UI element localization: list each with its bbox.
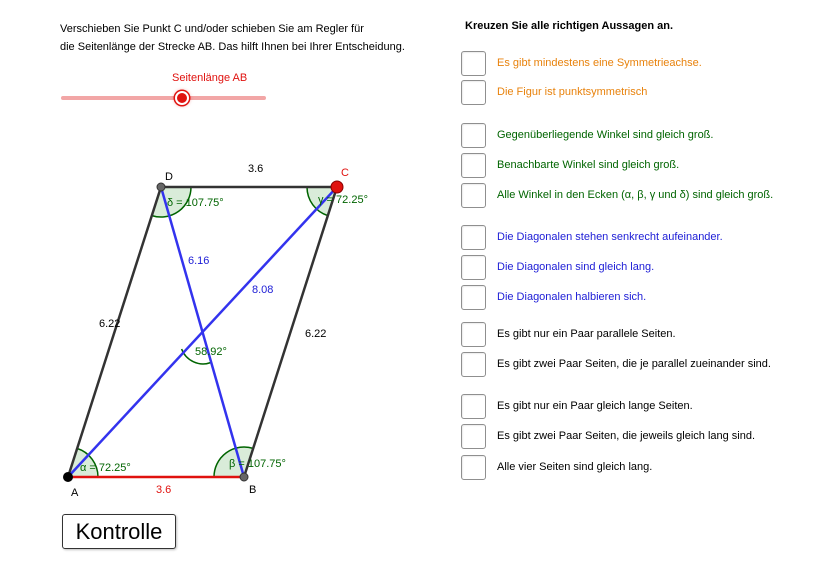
quiz-option [461,224,723,250]
diagonal-bd [161,187,244,477]
point-c[interactable] [331,181,343,193]
quiz-checkbox[interactable] [461,153,486,178]
quiz-option [461,454,652,480]
label-angle-beta: β = 107.75° [229,458,286,470]
quiz-checkbox[interactable] [461,255,486,280]
quiz-option-label: Benachbarte Winkel sind gleich groß. [497,159,680,171]
slider-label: Seitenlänge AB [172,72,248,84]
quiz-option-label: Es gibt zwei Paar Seiten, die jeweils gleich lang sind. [497,430,756,442]
quiz-checkbox[interactable] [461,424,486,449]
quiz-option-label: Die Figur ist punktsymmetrisch [497,86,648,98]
label-length-bd: 6.16 [188,255,210,267]
quiz-checkbox[interactable] [461,51,486,76]
quiz-option [461,351,771,377]
point-d [157,183,165,191]
quiz-checkbox[interactable] [461,183,486,208]
quiz-option-label: Es gibt nur ein Paar parallele Seiten. [497,328,676,340]
point-a [63,472,73,482]
label-length-ab: 3.6 [156,484,172,496]
point-b [240,473,248,481]
quiz-option [461,423,755,449]
quiz-checkbox[interactable] [461,322,486,347]
quiz-option [461,284,646,310]
quiz-checkbox[interactable] [461,394,486,419]
quiz-checkbox[interactable] [461,285,486,310]
quiz-option-label: Es gibt nur ein Paar gleich lange Seiten. [497,400,693,412]
quiz-option [461,50,702,76]
quiz-option [461,393,693,419]
label-length-bc: 6.22 [305,328,327,340]
label-angle-delta: δ = 107.75° [167,197,224,209]
quiz-option [461,122,713,148]
quiz-option-label: Die Diagonalen sind gleich lang. [497,261,655,273]
quiz-checkbox[interactable] [461,80,486,105]
quiz-checkbox[interactable] [461,455,486,480]
quiz-option [461,182,773,208]
kontrolle-button[interactable]: Kontrolle [62,514,176,549]
quiz-option [461,152,679,178]
label-length-ac: 8.08 [252,284,274,296]
label-length-ad: 6.22 [99,318,121,330]
quiz-option-label: Alle Winkel in den Ecken (α, β, γ und δ) sind gleich groß. [497,189,774,201]
quiz-option [461,254,654,280]
quiz-checkbox[interactable] [461,123,486,148]
quiz-option [461,321,676,347]
label-point-d: D [165,171,173,183]
quiz-option-label: Die Diagonalen stehen senkrecht aufeinander. [497,231,723,243]
quiz-checkbox[interactable] [461,225,486,250]
label-length-dc: 3.6 [248,163,264,175]
quiz-heading: Kreuzen Sie alle richtigen Aussagen an. [465,20,674,32]
label-angle-gamma: γ = 72.25° [318,194,368,206]
quiz-option-label: Alle vier Seiten sind gleich lang. [497,461,653,473]
label-point-b: B [249,484,257,496]
instructions-line-2: die Seitenlänge der Strecke AB. Das hilft Ihnen bei Ihrer Entscheidung. [60,41,405,53]
label-point-a: A [71,487,79,499]
label-angle-alpha: α = 72.25° [80,462,131,474]
label-point-c: C [341,167,349,179]
instructions-line-1: Verschieben Sie Punkt C und/oder schieben Sie am Regler für [60,23,364,35]
quiz-checkbox[interactable] [461,352,486,377]
side-ad [68,187,161,477]
quiz-option-label: Gegenüberliegende Winkel sind gleich groß. [497,129,714,141]
quiz-option-label: Es gibt mindestens eine Symmetrieachse. [497,57,702,69]
label-angle-intersection: 58.92° [195,346,227,358]
quiz-option [461,79,647,105]
quiz-option-label: Es gibt zwei Paar Seiten, die je parallel zueinander sind. [497,358,771,370]
quiz-option-label: Die Diagonalen halbieren sich. [497,291,647,303]
